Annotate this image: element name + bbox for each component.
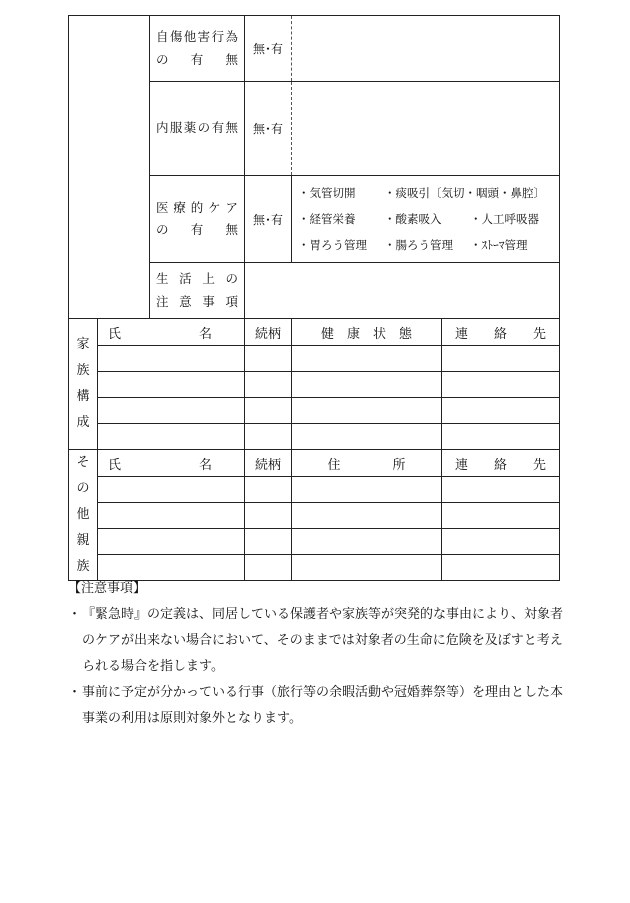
family-contact-header: 連 絡 先 <box>442 319 560 346</box>
table-row <box>69 529 560 555</box>
note-text: 事前に予定が分かっている行事（旅行等の余暇活動や冠婚葬祭等）を理由とした本事業の利用は原則対象外となります。 <box>82 685 564 726</box>
blank-left-cell <box>69 16 150 319</box>
medical-care-options <box>292 176 560 263</box>
self-harm-label-2: の 有 無 <box>156 51 238 67</box>
table-row <box>69 398 560 424</box>
care-option-row <box>298 180 553 206</box>
medication-value[interactable]: 無･有 <box>245 82 292 176</box>
self-harm-label-1: 自 傷 他 害 行 為 <box>156 29 238 44</box>
relatives-side-label: そ の 他 親 族 <box>69 450 98 581</box>
self-harm-label <box>150 16 245 82</box>
life-notes-label-1: 生 活 上 の <box>156 271 238 286</box>
notes-section <box>68 576 568 732</box>
medical-care-value[interactable]: 無･有 <box>245 176 292 263</box>
relatives-name-header: 氏 名 <box>98 450 245 477</box>
note-item <box>68 602 568 680</box>
care-option[interactable]: ・痰吸引〔気切・咽頭・鼻腔〕 <box>384 186 545 200</box>
table-row <box>69 346 560 372</box>
table-row <box>69 477 560 503</box>
care-option[interactable]: ・経管栄養 <box>298 212 356 226</box>
care-option[interactable]: ・腸ろう管理 <box>384 238 453 252</box>
bullet-icon: ・ <box>68 685 82 700</box>
care-option[interactable]: ・酸素吸入 <box>384 212 442 226</box>
care-option[interactable]: ・胃ろう管理 <box>298 238 367 252</box>
family-relation-header: 続柄 <box>245 319 292 346</box>
relatives-header-row <box>69 450 560 477</box>
relatives-relation-header: 続柄 <box>245 450 292 477</box>
notes-heading: 【注意事項】 <box>68 581 147 596</box>
medication-label <box>150 82 245 176</box>
care-option[interactable]: ・ｽﾄｰﾏ管理 <box>470 238 528 252</box>
care-option[interactable]: ・気管切開 <box>298 186 356 200</box>
self-harm-row <box>69 16 560 82</box>
care-option[interactable]: ・人工呼吸器 <box>470 212 539 226</box>
note-item <box>68 680 568 732</box>
table-row <box>69 372 560 398</box>
self-harm-detail[interactable] <box>292 16 560 82</box>
bullet-icon: ・ <box>68 607 82 622</box>
care-option-row <box>298 206 553 232</box>
emergency-form-table <box>68 15 560 581</box>
note-text: 『緊急時』の定義は、同居している保護者や家族等が突発的な事由により、対象者のケアが出来ない場合において、そのままでは対象者の生命に危険を及ぼすと考えられる場合を指します。 <box>82 607 564 674</box>
care-option-row <box>298 232 553 258</box>
medical-care-label-1: 医 療 的 ケ ア <box>156 199 238 215</box>
medication-detail[interactable] <box>292 82 560 176</box>
medication-label-text: 内 服 薬 の 有 無 <box>156 120 238 136</box>
table-row <box>69 424 560 450</box>
family-health-header: 健 康 状 態 <box>292 319 442 346</box>
self-harm-value[interactable]: 無･有 <box>245 16 292 82</box>
life-notes-label <box>150 263 245 319</box>
family-name-header: 氏 名 <box>98 319 245 346</box>
life-notes-field[interactable] <box>245 263 560 319</box>
table-row <box>69 503 560 529</box>
relatives-address-header: 住 所 <box>292 450 442 477</box>
medical-care-label <box>150 176 245 263</box>
family-side-label: 家 族 構 成 <box>69 319 98 450</box>
medical-care-label-2: の 有 無 <box>156 222 238 237</box>
relatives-contact-header: 連 絡 先 <box>442 450 560 477</box>
life-notes-label-2: 注 意 事 項 <box>156 293 238 309</box>
family-header-row <box>69 319 560 346</box>
